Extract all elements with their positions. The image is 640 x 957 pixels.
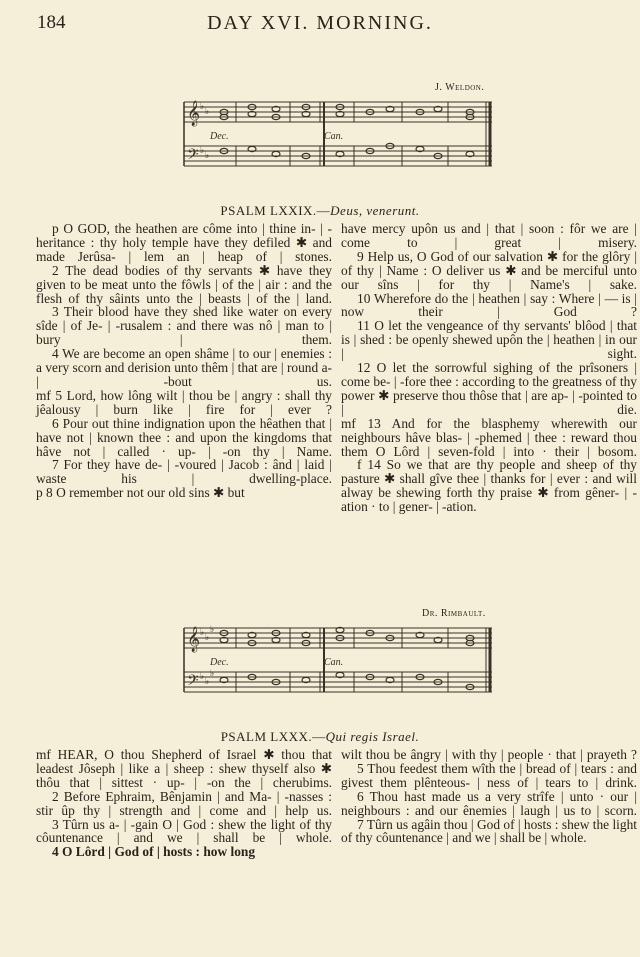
psalm-79-right-column [341, 222, 637, 514]
verse: mf HEAR, O thou Shepherd of Israel ✱ thou that leadest Jôseph | like a | sheep : shew thyself also ✱ thôu that | sittest · up- | -on the | cherubims. [36, 747, 332, 790]
svg-text:𝄞: 𝄞 [187, 626, 201, 651]
verse: have mercy upôn us and | that | soon : fôr we are | come to | great | misery. [341, 221, 637, 250]
music-score-weldon [180, 94, 495, 178]
svg-text:𝄞: 𝄞 [187, 100, 201, 125]
svg-text:♭: ♭ [210, 668, 215, 678]
dec-label-1: Dec. [210, 131, 229, 142]
svg-text:♭: ♭ [200, 101, 205, 111]
verse: 4 We are become an open shâme | to our | enemies : a very scorn and derision unto thêm | that are | round a- | -bout us. [36, 346, 332, 389]
verse: wilt thou be ângry | with thy | people · that | prayeth ? [341, 747, 637, 762]
psalm-80-right-column [341, 748, 637, 845]
verse: mf 5 Lord, how lông wilt | thou be | angry : shall thy jêalousy | burn like | fire for | ever ? [36, 387, 332, 417]
svg-text:♭: ♭ [200, 671, 205, 681]
svg-text:♭: ♭ [205, 632, 210, 642]
psalm-79-title: PSALM LXXIX.—Deus, venerunt. [220, 203, 420, 218]
verse: 12 O let the sorrowful sighing of the prîsoners | come be- | -fore thee : according to the greatness of thy power ✱ preserve thou thôse that | are ap- | -pointed to | die. [341, 360, 637, 417]
verse: p O GOD, the heathen are côme into | thine in- | -heritance : thy holy temple have they defiled ✱ and made Jerûsa- | lem an | heap of | stones. [36, 221, 332, 264]
verse: 10 Wherefore do the | heathen | say : Where | — is | now their | God ? [341, 290, 637, 320]
composer-weldon: J. Weldon. [435, 82, 485, 93]
verse: 6 Pour out thine indignation upon the hêathen that | have not | known thee : and upon the kingdoms that hâve not | called · up- | -on thy | Name. [36, 415, 332, 459]
verse: mf 13 And for the blasphemy wherewith our neighbours hâve blas- | -phemed | thee : reward thou them O Lôrd | seven-fold | into · their | bosom. [341, 415, 637, 459]
verse: 5 Thou feedest them wîth the | bread of | tears : and givest them plênteous- | ness of | tears to | drink. [341, 760, 637, 790]
svg-text:♭: ♭ [200, 627, 205, 637]
verse: 7 Tûrn us agâin thou | God of | hosts : shew the light of thy côuntenance | and we | shall be | whole. [341, 816, 637, 846]
verse: 9 Help us, O God of our salvation ✱ for the glôry | of thy | Name : O deliver us ✱ and be merciful unto our sîns | for thy | Name's | sake. [341, 248, 637, 292]
verse: 2 The dead bodies of thy servants ✱ have they given to be meat unto the fôwls | of the | air : and the flesh of thy sâints unto the | beasts | of the | land. [36, 262, 332, 306]
verse: 2 Before Ephraim, Bênjamin | and Ma- | -nasses : stir ûp thy | strength and | come and | help us. [36, 788, 332, 818]
svg-text:♭: ♭ [210, 624, 215, 634]
verse: 6 Thou hast made us a very strîfe | unto · our | neighbours : and our ênemies | laugh | us to | scorn. [341, 788, 637, 818]
svg-text:♭: ♭ [200, 145, 205, 155]
can-label-1: Can. [324, 131, 344, 142]
svg-text:♭: ♭ [205, 106, 210, 116]
svg-text:♭: ♭ [205, 150, 210, 160]
verse: 11 O let the vengeance of thy servants' blôod | that is | shed : be openly shewed upôn the | heathen | in our | sight. [341, 318, 637, 362]
psalm-80-title: PSALM LXXX.—Qui regis Israel. [220, 729, 420, 744]
page-number: 184 [37, 12, 66, 33]
psalm-80-left-column [36, 748, 332, 859]
verse: 3 Tûrn us a- | -gain O | God : shew the light of thy côuntenance | and we | shall be | whole. [36, 816, 332, 846]
music-score-rimbault [180, 620, 495, 704]
composer-rimbault: Dr. Rimbault. [422, 608, 486, 619]
verse: p 8 O remember not our old sins ✱ but [36, 485, 245, 501]
svg-text:𝄢: 𝄢 [187, 672, 199, 692]
psalm-79-left-column [36, 222, 332, 500]
can-label-2: Can. [324, 657, 344, 668]
verse: 4 O Lôrd | God of | hosts : how long [52, 844, 256, 860]
dec-label-2: Dec. [210, 657, 229, 668]
svg-text:𝄢: 𝄢 [187, 146, 199, 166]
verse: 3 Their blood have they shed like water on every sîde | of Je- | -rusalem : and there was nô | man to | bury | them. [36, 304, 332, 348]
verse: 7 For they have de- | -voured | Jacob : ând | laid | waste his | dwelling-place. [36, 457, 332, 487]
svg-text:♭: ♭ [205, 676, 210, 686]
verse: f 14 So we that are thy people and sheep of thy pasture ✱ shall gîve thee | thanks for | ever : and will alway be shewing forth thy praise ✱ from gêner- | -ation · to | gener- | -ation. [341, 457, 637, 515]
page-header: DAY XVI. MORNING. [207, 12, 433, 34]
